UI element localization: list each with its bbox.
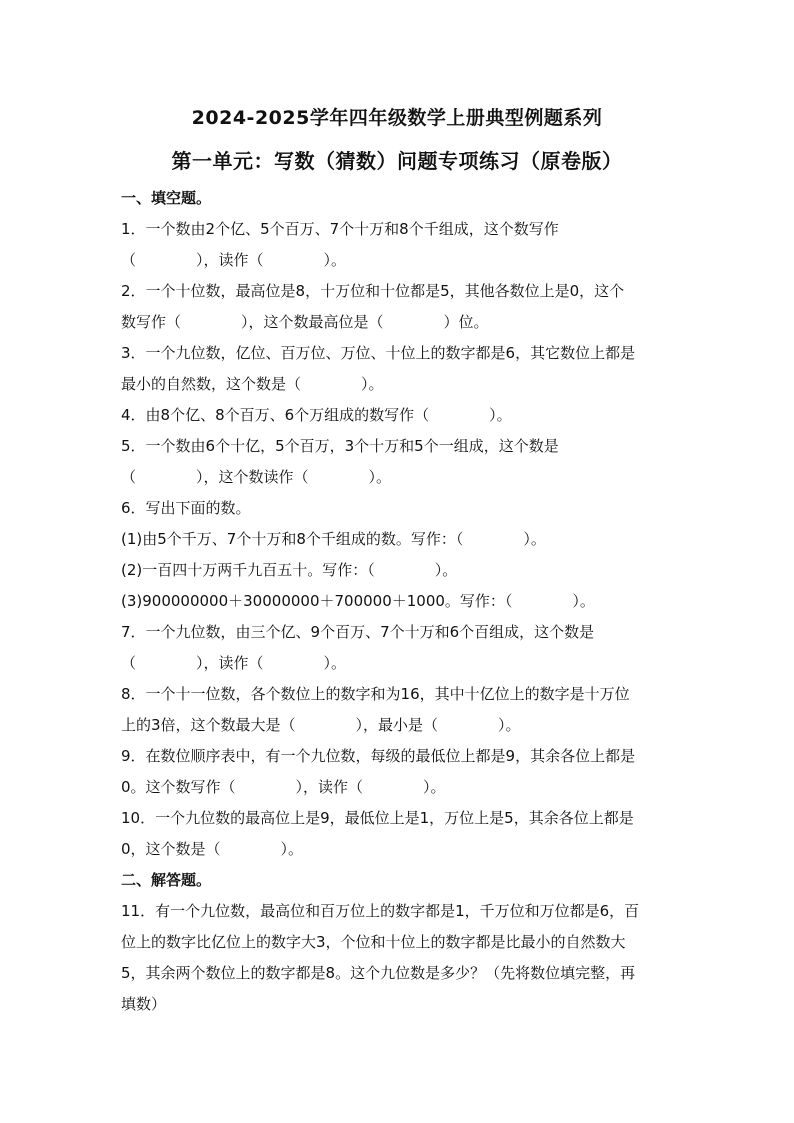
section-heading-fill-in: 一、填空题。 — [121, 189, 212, 207]
question-line: 7．一个九位数，由三个亿、9个百万、7个十万和6个百组成，这个数是 — [121, 623, 595, 641]
question-line: 5，其余两个数位上的数字都是8。这个九位数是多少？（先将数位填完整，再 — [121, 964, 636, 982]
question-line: (2)一百四十万两千九百五十。写作：（ ）。 — [121, 561, 458, 579]
question-line: 1．一个数由2个亿、5个百万、7个十万和8个千组成，这个数写作 — [121, 220, 559, 238]
question-line: (3)900000000＋30000000＋700000＋1000。写作：（ ）。 — [121, 592, 595, 610]
question-line: 11．有一个九位数，最高位和百万位上的数字都是1，千万位和万位都是6，百 — [121, 902, 640, 920]
question-line: 位上的数字比亿位上的数字大3，个位和十位上的数字都是比最小的自然数大 — [121, 933, 626, 951]
question-line: 0，这个数是（ ）。 — [121, 840, 304, 858]
question-line: 10．一个九位数的最高位上是9，最低位上是1，万位上是5，其余各位上都是 — [121, 809, 634, 827]
question-line: 6．写出下面的数。 — [121, 499, 251, 517]
question-line: 最小的自然数，这个数是（ ）。 — [121, 375, 384, 393]
question-line: (1)由5个千万、7个十万和8个千组成的数。写作：（ ）。 — [121, 530, 546, 548]
question-line: 3．一个九位数，亿位、百万位、万位、十位上的数字都是6，其它数位上都是 — [121, 344, 636, 362]
question-line: （ ），读作（ ）。 — [121, 251, 347, 269]
document-subtitle: 第一单元：写数（猜数）问题专项练习（原卷版） — [171, 149, 623, 173]
question-line: 4．由8个亿、8个百万、6个万组成的数写作（ ）。 — [121, 406, 512, 424]
question-line: 填数） — [121, 995, 167, 1013]
question-line: 9．在数位顺序表中，有一个九位数，每级的最低位上都是9，其余各位上都是 — [121, 747, 636, 765]
question-line: 上的3倍，这个数最大是（ ），最小是（ ）。 — [121, 716, 521, 734]
question-line: 数写作（ ），这个数最高位是（ ）位。 — [121, 313, 489, 331]
section-heading-solve: 二、解答题。 — [121, 871, 212, 889]
question-line: 2．一个十位数，最高位是8，十万位和十位都是5，其他各数位上是0，这个 — [121, 282, 625, 300]
question-line: 0。这个数写作（ ），读作（ ）。 — [121, 778, 446, 796]
document-body — [121, 183, 673, 1020]
document-title: 2024-2025学年四年级数学上册典型例题系列 — [191, 107, 603, 129]
question-line: （ ），读作（ ）。 — [121, 654, 347, 672]
question-line: （ ），这个数读作（ ）。 — [121, 468, 392, 486]
question-line: 5．一个数由6个十亿，5个百万，3个十万和5个一组成，这个数是 — [121, 437, 559, 455]
question-line: 8．一个十一位数，各个数位上的数字和为16，其中十亿位上的数字是十万位 — [121, 685, 630, 703]
